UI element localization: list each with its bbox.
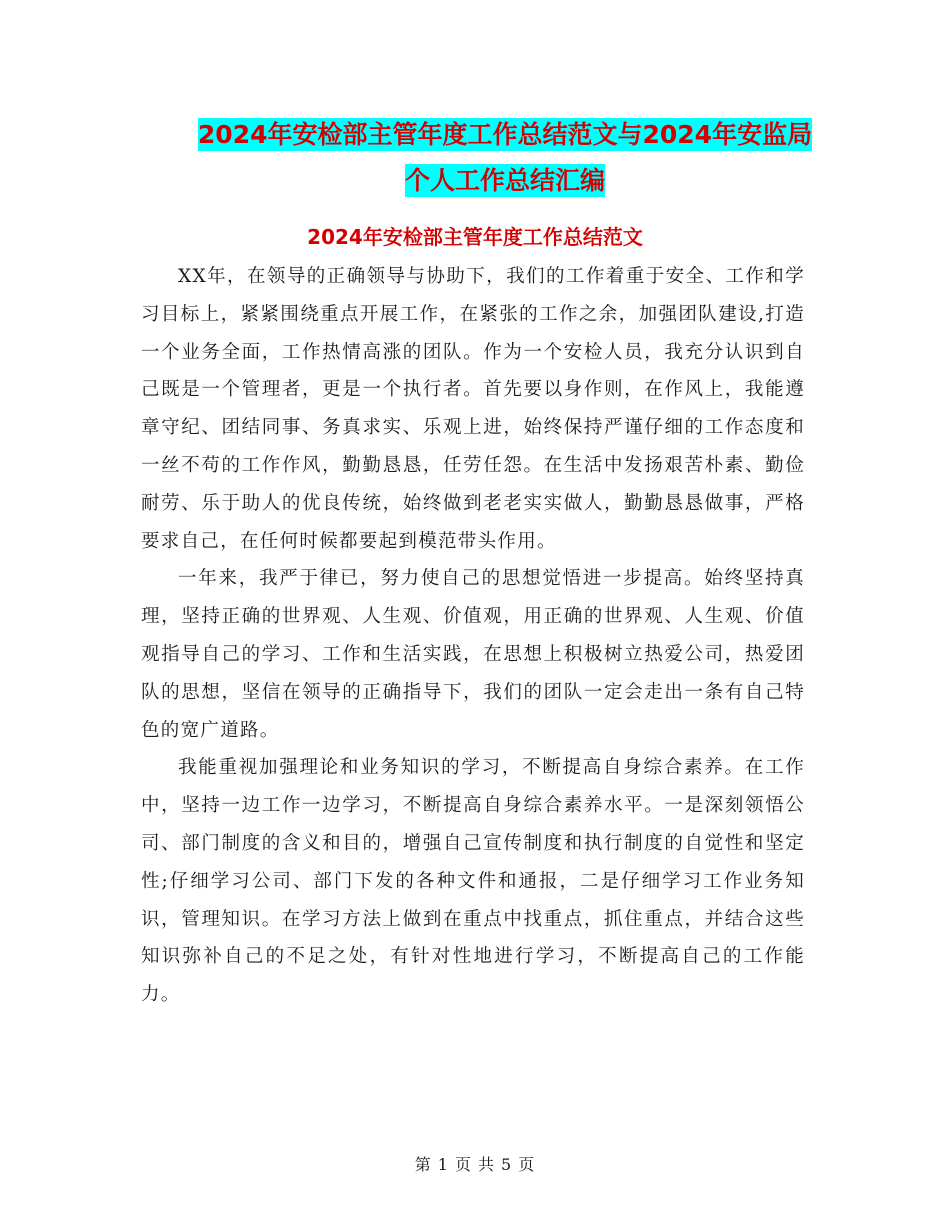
footer-page-prefix: 第	[414, 1155, 432, 1174]
document-title	[100, 112, 910, 204]
body-paragraph-3: 我能重视加强理论和业务知识的学习，不断提高自身综合素养。在工作中，坚持一边工作一边学习，不断提高自身综合素养水平。一是深刻领悟公司、部门制度的含义和目的，增强自己宣传制度和执行制度的自觉性和坚定性;仔细学习公司、部门下发的各种文件和通报，二是仔细学习工作业务知识，管理知识。在学习方法上做到在重点中找重点，抓住重点，并结合这些知识弥补自己的不足之处，有针对性地进行学习，不断提高自己的工作能力。	[141, 757, 805, 1006]
footer-total-pages: 5	[501, 1155, 513, 1174]
document-title-line-1: 2024年安检部主管年度工作总结范文与2024年安监局	[197, 120, 813, 149]
document-title-line-2: 个人工作总结汇编	[404, 166, 605, 195]
section-title: 2024年安检部主管年度工作总结范文	[307, 225, 643, 249]
footer-total-prefix: 共	[478, 1155, 496, 1174]
body-paragraph-1: XX年，在领导的正确领导与协助下，我们的工作着重于安全、工作和学习目标上，紧紧围绕重点开展工作，在紧张的工作之余，加强团队建设,打造一个业务全面，工作热情高涨的团队。作为一个安检人员，我充分认识到自己既是一个管理者，更是一个执行者。首先要以身作则，在作风上，我能遵章守纪、团结同事、务真求实、乐观上进，始终保持严谨仔细的工作态度和一丝不苟的工作作风，勤勤恳恳，任劳任怨。在生活中发扬艰苦朴素、勤俭耐劳、乐于助人的优良传统，始终做到老老实实做人，勤勤恳恳做事，严格要求自己，在任何时候都要起到模范带头作用。	[141, 266, 805, 552]
footer-total-suffix: 页	[518, 1155, 536, 1174]
body-paragraph-2: 一年来，我严于律已，努力使自己的思想觉悟进一步提高。始终坚持真理，坚持正确的世界观、人生观、价值观，用正确的世界观、人生观、价值观指导自己的学习、工作和生活实践，在思想上积极树立热爱公司，热爱团队的思想，坚信在领导的正确指导下，我们的团队一定会走出一条有自己特色的宽广道路。	[141, 568, 805, 741]
footer-current-page: 1	[437, 1155, 449, 1174]
footer-page-word: 页	[454, 1155, 472, 1174]
page-footer	[0, 1153, 950, 1177]
document-body	[141, 258, 805, 1014]
